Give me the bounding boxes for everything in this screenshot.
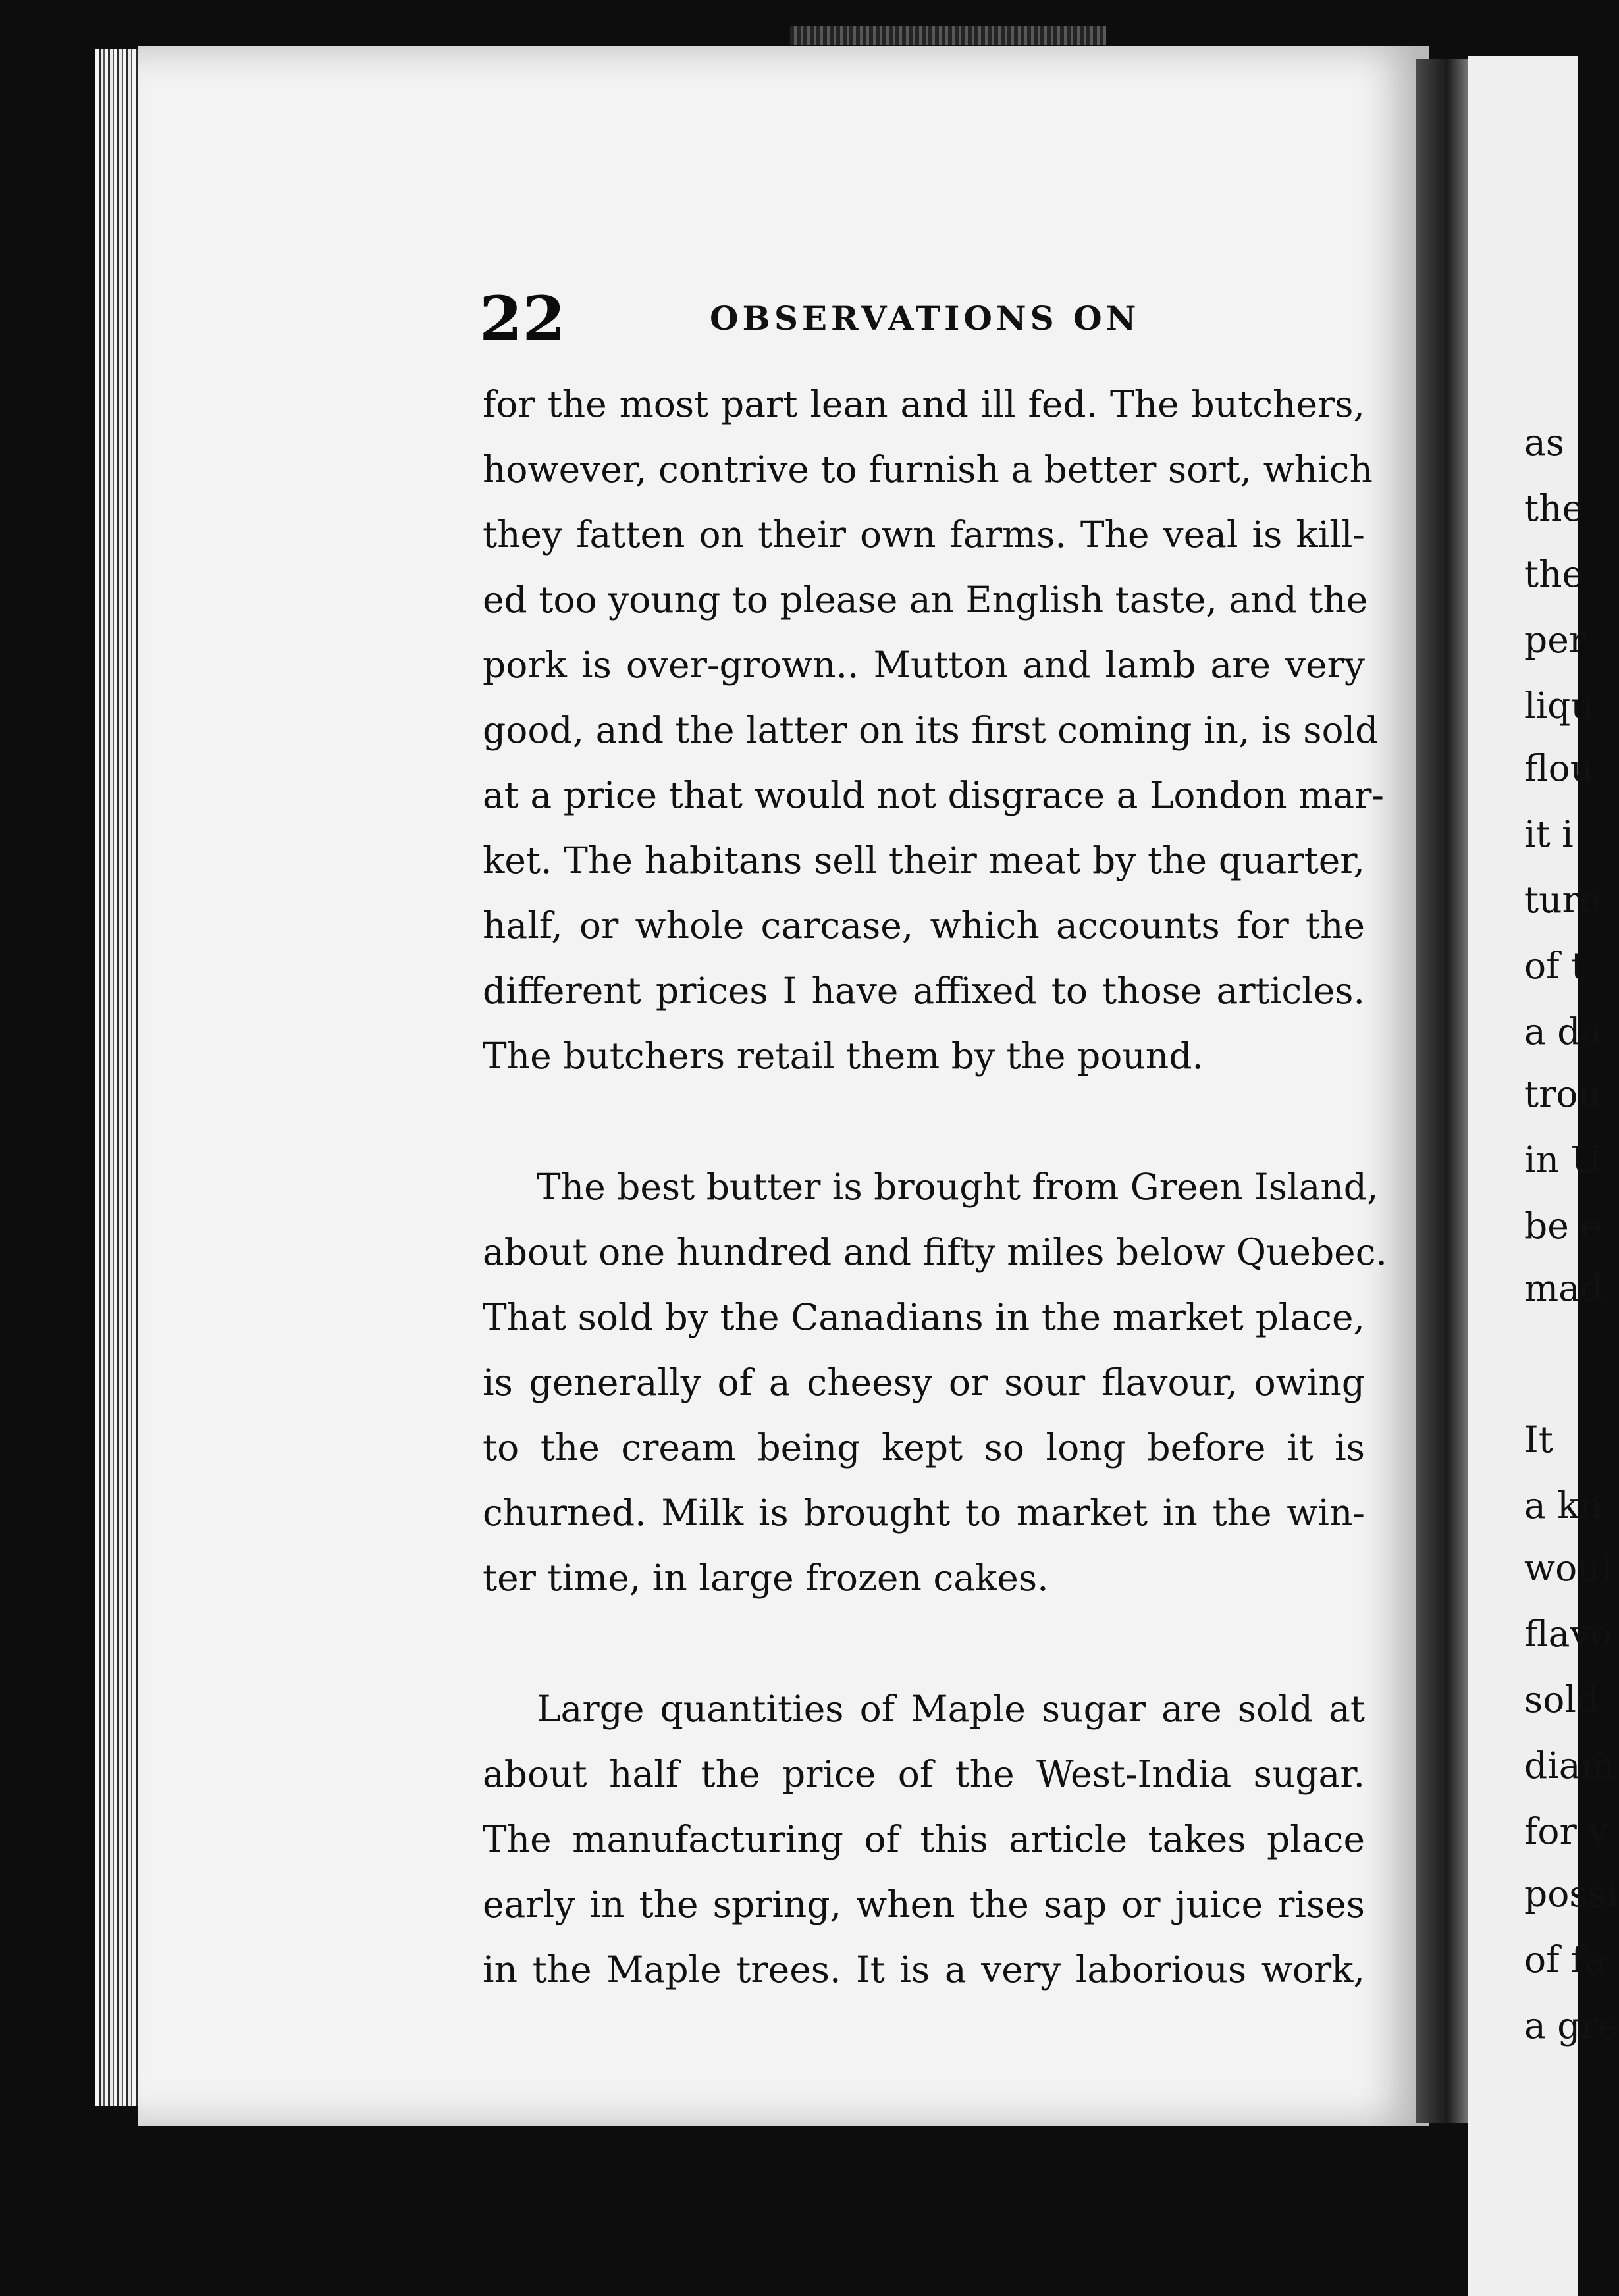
text-line: ed too young to please an English taste, and the [483, 579, 1368, 621]
facing-line: sold [1524, 1679, 1600, 1721]
facing-line: the [1524, 553, 1584, 595]
facing-line: in U [1524, 1139, 1601, 1181]
text-line: The manufacturing of this article takes place [483, 1818, 1365, 1860]
paragraph-1 [483, 372, 1385, 1089]
facing-page [1468, 56, 1619, 2296]
page-number: 22 [479, 283, 566, 355]
facing-line: It [1524, 1419, 1553, 1461]
text-line: is generally of a cheesy or sour flavour, owing [483, 1361, 1365, 1403]
body-text [483, 372, 1388, 2002]
text-line: they fatten on their own farms. The veal is kill- [483, 513, 1365, 556]
text-line: in the Maple trees. It is a very laborious work, [483, 1948, 1365, 1991]
book-gutter [1416, 59, 1468, 2123]
scan-artifact [790, 26, 1106, 45]
text-line: to the cream being kept so long before it is [483, 1426, 1365, 1469]
facing-line: of t [1524, 945, 1586, 987]
text-line: about one hundred and fifty miles below Quebec. [483, 1231, 1388, 1273]
text-line: pork is over-grown.. Mutton and lamb are very [483, 644, 1365, 686]
text-line: churned. Milk is brought to market in the win- [483, 1492, 1365, 1534]
text-line: Large quantities of Maple sugar are sold at [537, 1688, 1365, 1730]
facing-line: possi [1524, 1873, 1618, 1915]
text-line: about half the price of the West-India sugar. [483, 1753, 1365, 1795]
text-line: That sold by the Canadians in the market place, [483, 1296, 1365, 1338]
facing-line: the [1524, 487, 1584, 529]
text-line: The best butter is brought from Green Island, [537, 1166, 1379, 1208]
facing-line: woul [1524, 1547, 1612, 1589]
facing-line: liqu [1524, 685, 1594, 727]
facing-line: trou [1524, 1073, 1601, 1115]
text-line: for the most part lean and ill fed. The butchers, [483, 383, 1365, 425]
text-line: different prices I have affixed to those articles. [483, 970, 1365, 1012]
facing-line: be e [1524, 1205, 1602, 1247]
paragraph-3 [483, 1677, 1365, 2002]
text-line: half, or whole carcase, which accounts for the [483, 904, 1365, 947]
facing-line: of fa [1524, 1939, 1606, 1981]
facing-line: diam [1524, 1744, 1615, 1787]
text-line: The butchers retail them by the pound. [483, 1035, 1204, 1077]
text-line: early in the spring, when the sap or juice rises [483, 1883, 1365, 1925]
facing-line: as [1524, 421, 1565, 463]
facing-line: ture [1524, 879, 1601, 921]
facing-line: a gre [1524, 2004, 1619, 2047]
facing-line: a da [1524, 1010, 1603, 1053]
facing-line: it i [1524, 813, 1574, 855]
facing-line: for v [1524, 1810, 1609, 1852]
text-line: however, contrive to furnish a better sort, which [483, 448, 1373, 490]
page-header [479, 283, 1362, 355]
facing-line: flavo [1524, 1613, 1612, 1655]
text-line: good, and the latter on its first coming in, is sold [483, 709, 1379, 751]
paragraph-2 [483, 1155, 1388, 1611]
text-line: at a price that would not disgrace a London mar- [483, 774, 1385, 816]
text-line: ter time, in large frozen cakes. [483, 1557, 1049, 1599]
facing-line: per [1524, 619, 1587, 661]
facing-line: a kn [1524, 1484, 1603, 1526]
running-head: OBSERVATIONS ON [710, 299, 1140, 338]
text-line: ket. The habitans sell their meat by the quarter, [483, 839, 1365, 881]
facing-line: flou [1524, 747, 1594, 789]
facing-line: mad [1524, 1267, 1604, 1309]
